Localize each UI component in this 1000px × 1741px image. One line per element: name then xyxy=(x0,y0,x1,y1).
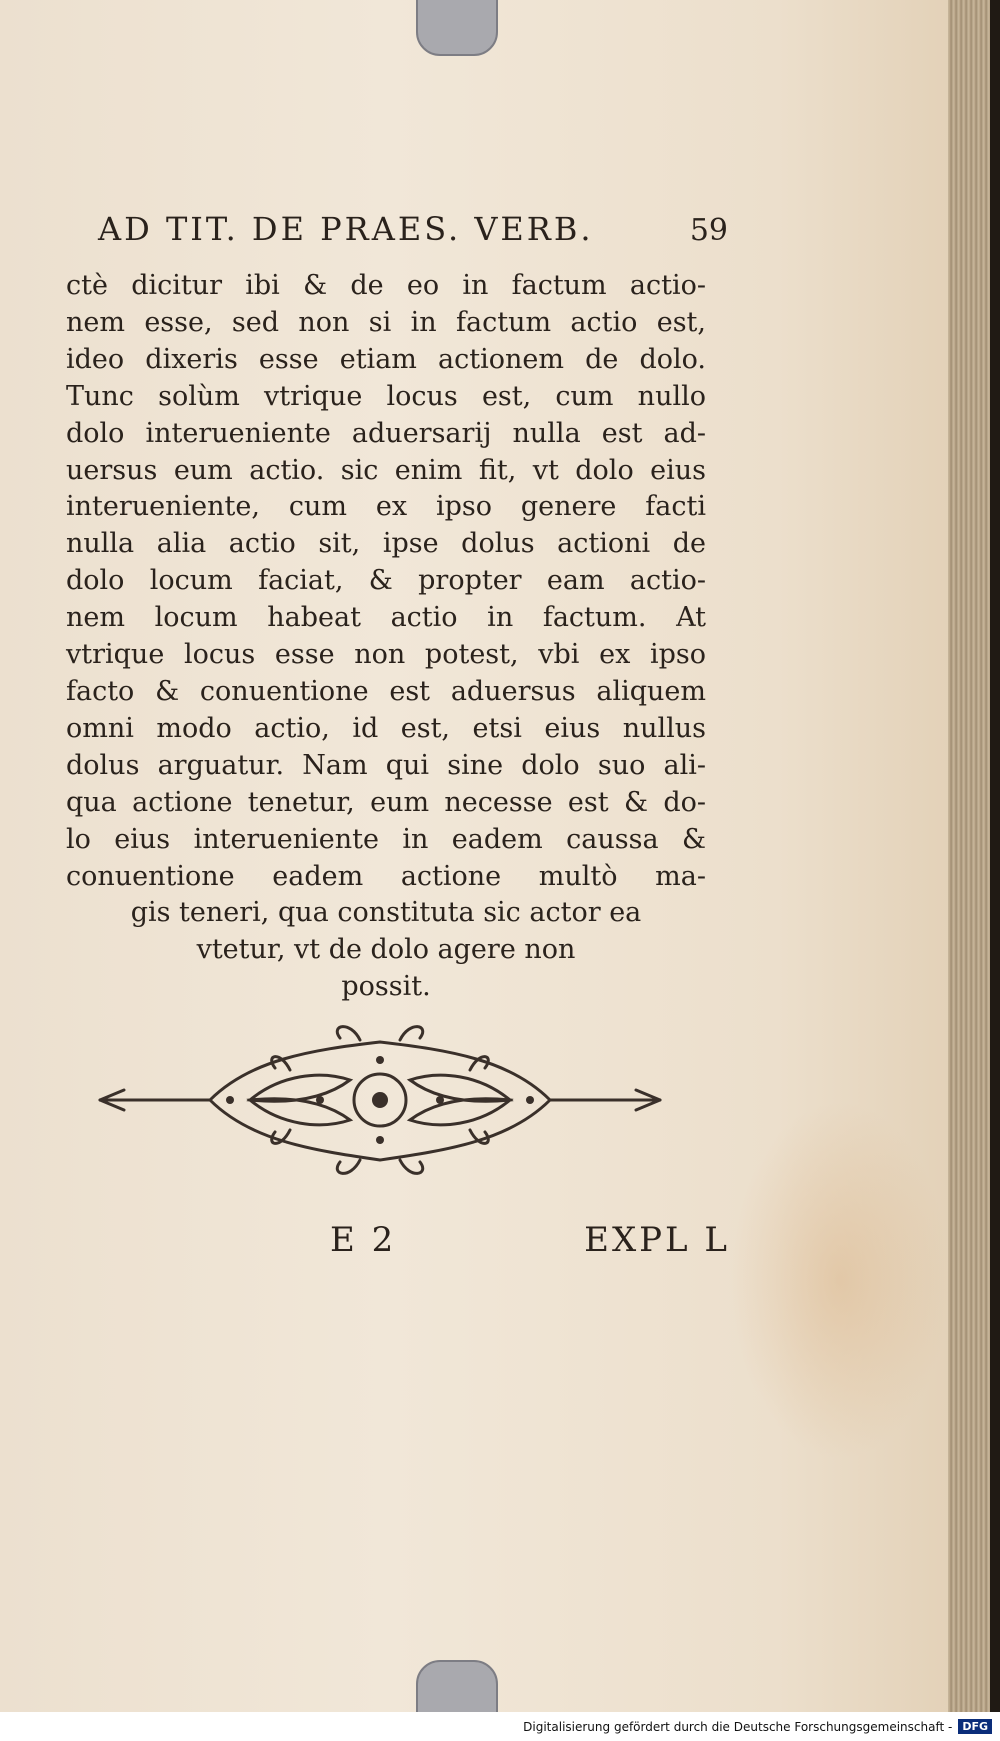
text-line: qua actione tenetur, eum necesse est & do- xyxy=(66,786,706,818)
page-number: 59 xyxy=(689,213,728,248)
text-line: Tunc solùm vtrique locus est, cum nullo xyxy=(66,380,706,412)
signature-mark: E 2 xyxy=(330,1220,397,1260)
text-line: conuentione eadem actione multò ma- xyxy=(66,860,706,892)
text-line: facto & conuentione est aduersus aliquem xyxy=(66,675,706,707)
text-line: vtetur, vt de dolo agere non xyxy=(196,934,576,966)
text-line: possit. xyxy=(341,971,431,1003)
text-line: omni modo actio, id est, etsi eius nullus xyxy=(66,712,706,744)
text-line: nem locum habeat actio in factum. At xyxy=(66,602,706,634)
paper-stain xyxy=(730,1100,950,1460)
body-text xyxy=(66,268,706,1006)
running-head-title: AD TIT. DE PRAES. VERB. xyxy=(98,210,594,248)
page-clip-icon xyxy=(416,1660,498,1712)
dfg-logo-icon: DFG xyxy=(958,1719,992,1734)
text-line: ctè dicitur ibi & de eo in factum actio- xyxy=(66,270,706,301)
text-line: dolo interueniente aduersarij nulla est ad- xyxy=(66,417,706,449)
fleuron-ornament-icon xyxy=(90,1020,670,1180)
text-line: lo eius interueniente in eadem caussa & xyxy=(66,823,706,855)
text-line: interueniente, cum ex ipso genere facti xyxy=(66,491,706,523)
page-clip-icon xyxy=(416,0,498,56)
text-line: nem esse, sed non si in factum actio est, xyxy=(66,306,706,338)
text-line: uersus eum actio. sic enim fit, vt dolo eius xyxy=(66,454,706,486)
text-line: dolus arguatur. Nam qui sine dolo suo ali- xyxy=(66,749,706,781)
text-line: vtrique locus esse non potest, vbi ex ipso xyxy=(66,639,706,671)
footer-bar xyxy=(0,1712,1000,1741)
text-line: dolo locum faciat, & propter eam actio- xyxy=(66,565,706,597)
text-line: ideo dixeris esse etiam actionem de dolo. xyxy=(66,343,706,375)
text-line: nulla alia actio sit, ipse dolus actioni de xyxy=(66,528,706,560)
signature-line xyxy=(330,1220,730,1260)
catchword: EXPL L xyxy=(584,1220,730,1260)
footer-credit: Digitalisierung gefördert durch die Deutsche Forschungsgemeinschaft - xyxy=(523,1719,953,1734)
text-line: gis teneri, qua constituta sic actor ea xyxy=(130,897,642,929)
book-fore-edge xyxy=(948,0,990,1712)
running-head xyxy=(98,210,728,248)
